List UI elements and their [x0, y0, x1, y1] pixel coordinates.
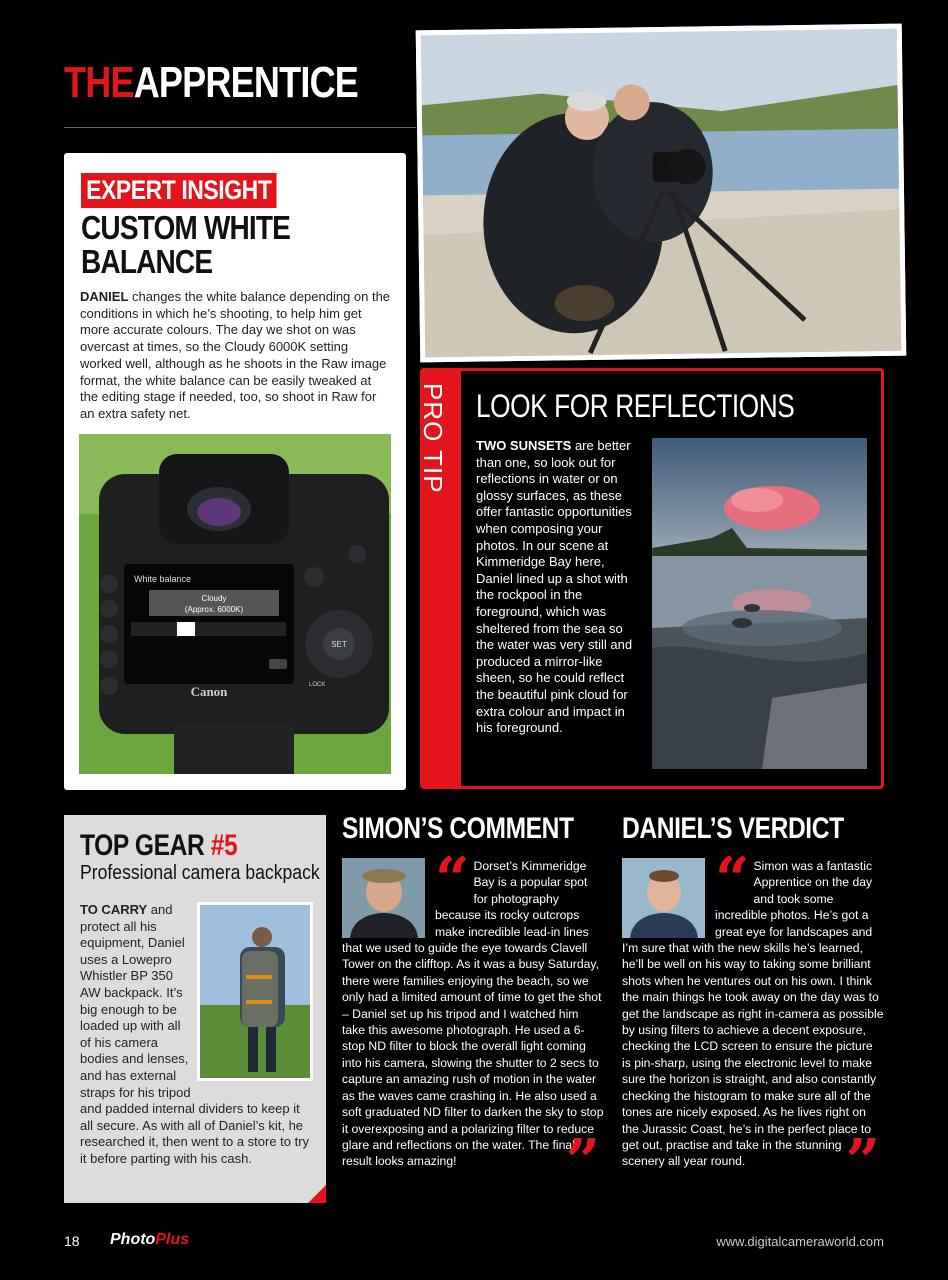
reflection-illustration — [652, 438, 867, 769]
brand-plus: Plus — [155, 1231, 190, 1248]
expert-insight-box — [64, 153, 406, 790]
camera-back-photo — [79, 434, 391, 774]
top-gear-title-text: TOP GEAR — [80, 829, 211, 862]
simons-comment-title: SIMON’S COMMENT — [342, 812, 574, 845]
close-quote-icon: ” — [845, 1127, 880, 1197]
footer-url: www.digitalcameraworld.com — [716, 1234, 884, 1249]
backpack-photo — [197, 902, 313, 1081]
top-gear-number: #5 — [210, 829, 238, 862]
camera-brand: Canon — [190, 684, 228, 699]
pro-tip-lead: TWO SUNSETS — [476, 438, 572, 453]
main-photo — [416, 24, 907, 363]
simon-portrait — [342, 858, 425, 938]
masthead — [64, 58, 358, 108]
wb-screen-line1: Cloudy — [201, 594, 227, 603]
insight-title: CUSTOM WHITE BALANCE — [81, 209, 291, 280]
brand-logo — [110, 1231, 189, 1249]
camera-illustration — [79, 434, 391, 774]
wb-screen-heading: White balance — [134, 574, 192, 584]
pro-tip-box — [420, 368, 884, 789]
simon-portrait-illustration — [342, 858, 425, 938]
close-quote-icon: ” — [565, 1127, 600, 1197]
brand-photo: Photo — [110, 1231, 156, 1248]
masthead-the: THE — [64, 58, 134, 107]
top-gear-title — [80, 829, 237, 863]
open-quote-icon: “ — [435, 845, 470, 915]
beach-scene-illustration — [421, 29, 907, 363]
insight-body — [80, 289, 392, 423]
simons-comment-body: Dorset’s Kimmeridge Bay is a popular spot for photography because its rocky outcrops make incredible lead-in lines that we used to guide the eye towards Clavell Tower on the clifftop. As it was a busy Saturday, there were families enjoying the beach, so we only had a limited amount of time to get the shot – Daniel set up his tripod and I watched him take this awesome photograph. He used a 6-stop ND filter to block the overall light coming into his camera, slowing the shutter to 2 secs to capture an amazing rush of motion in the water as the waves came crashing in. He also used a soft graduated ND filter to darken the sky to stop it overexposing and a polarizing filter to reduce glare and reflections on the water. The final result looks amazing! — [342, 859, 604, 1169]
open-quote-icon: “ — [715, 845, 750, 915]
top-gear-box — [64, 815, 326, 1203]
top-gear-body — [80, 902, 313, 1168]
pro-tip-label: PRO TIP — [418, 383, 448, 494]
pro-tip-title: LOOK FOR REFLECTIONS — [476, 388, 795, 424]
expert-insight-badge: EXPERT INSIGHT — [81, 173, 277, 208]
daniels-verdict-body: Simon was a fantastic Apprentice on the day and took some incredible photos. He’s got a great eye for landscapes and I’m sure that with the new skills he’s learned, he’ll be well on his way to taking some brilliant shots when he ventures out on his own. I think the main things he took away on the day was to get the landscape as right in-camera as possible by using filters to achieve a decent exposure, checking the LCD screen to ensure the picture is pin-sharp, using the electronic level to make sure the horizon is straight, and also constantly checking the histogram to make sure all of the tones are nicely exposed. As he lives right on the Jurassic Coast, he’s in the perfect place to get out, practise and take in the stunning scenery all year round. — [622, 859, 884, 1169]
top-gear-lead: TO CARRY — [80, 902, 148, 917]
page-number: 18 — [64, 1233, 80, 1249]
camera-set-text: SET — [331, 640, 347, 649]
top-gear-subtitle: Professional camera backpack — [80, 862, 320, 884]
backpack-illustration — [200, 905, 310, 1078]
masthead-apprentice: APPRENTICE — [133, 58, 359, 107]
top-gear-text: and protect all his equipment, Daniel uses a Lowepro Whistler BP 350 AW backpack. It’s big enough to be loaded up with all of his camera bodies and lenses, and has external straps for his tripod and padded internal dividers to keep it all secure. As with all of Daniel’s kit, he researched it, then went to a store to try it before parting with his cash. — [80, 902, 310, 1166]
wb-screen-line2: (Approx. 6000K) — [184, 605, 244, 614]
reflection-photo — [652, 438, 867, 769]
pro-tip-body — [476, 438, 642, 737]
insight-text: changes the white balance depending on the conditions in which he’s shooting, to help him get more accurate colours. The day we shot on was overcast at times, so the Cloudy 6000K setting worked well, although as he shoots in the Raw image format, the white balance can be easily tweaked at the editing stage if needed, too, so shoot in Raw for an extra safety net. — [80, 289, 391, 421]
daniel-portrait — [622, 858, 705, 938]
corner-fold — [308, 1185, 326, 1203]
pro-tip-text: are better than one, so look out for reflections in water or on glossy surfaces, as these offer fantastic opportunities when composing your photos. In our scene at Kimmeridge Bay here, Daniel lined up a shot with the rockpool in the foreground, which was sheltered from the sea so the water was very still and produced a mirror-like sheen, so he could reflect the beautiful pink cloud for extra colour and impact in his foreground. — [476, 438, 633, 736]
daniel-portrait-illustration — [622, 858, 705, 938]
insight-lead: DANIEL — [80, 289, 129, 304]
divider — [64, 127, 416, 128]
daniels-verdict — [622, 812, 884, 1197]
simons-comment — [342, 812, 604, 1197]
daniels-verdict-title: DANIEL’S VERDICT — [622, 812, 844, 845]
camera-lock-text: LOCK — [309, 682, 326, 688]
